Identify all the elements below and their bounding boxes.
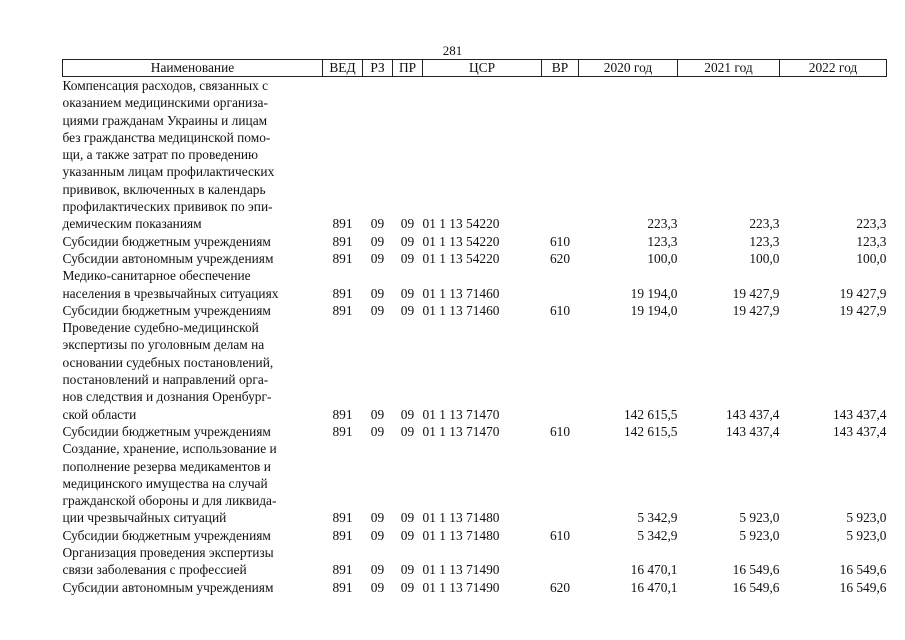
pr-cell: 09 bbox=[400, 527, 415, 543]
amount-2020-cell: 16 470,1 bbox=[630, 562, 678, 578]
vr-cell bbox=[542, 319, 579, 423]
ved-cell: 891 bbox=[332, 562, 353, 578]
csr-cell: 01 1 13 71480 bbox=[422, 527, 500, 543]
rz-cell: 09 bbox=[370, 579, 385, 595]
amount-2022-cell: 223,3 bbox=[856, 216, 887, 232]
vr-cell: 620 bbox=[549, 250, 571, 266]
name-cell bbox=[63, 77, 323, 233]
header-row bbox=[63, 60, 887, 77]
ved-cell: 891 bbox=[332, 216, 353, 232]
name-cell bbox=[63, 267, 323, 302]
name-line: Субсидии бюджетным учреждениям bbox=[62, 302, 271, 318]
amount-2021-cell: 143 437,4 bbox=[725, 406, 780, 422]
amount-2022-cell: 19 427,9 bbox=[839, 285, 887, 301]
vr-cell: 610 bbox=[549, 423, 571, 439]
amount-2022-cell: 123,3 bbox=[856, 233, 887, 249]
name-line: демическим показаниям bbox=[62, 216, 202, 232]
name-cell bbox=[63, 233, 323, 250]
rz-cell: 09 bbox=[370, 406, 385, 422]
ved-cell: 891 bbox=[332, 302, 353, 318]
name-line: профилактических прививок по эпи- bbox=[62, 199, 273, 215]
ved-cell: 891 bbox=[332, 406, 353, 422]
name-line: Субсидии бюджетным учреждениям bbox=[62, 233, 271, 249]
name-cell bbox=[63, 423, 323, 440]
table-row bbox=[63, 544, 887, 579]
amount-2021-cell: 16 549,6 bbox=[732, 562, 780, 578]
rz-cell: 09 bbox=[370, 527, 385, 543]
amount-2020-cell: 142 615,5 bbox=[623, 423, 678, 439]
csr-cell: 01 1 13 71480 bbox=[422, 510, 500, 526]
amount-2020-cell: 5 342,9 bbox=[637, 510, 678, 526]
name-line: указанным лицам профилактических bbox=[62, 164, 275, 180]
name-line: ской области bbox=[62, 406, 137, 422]
name-line: Субсидии автономным учреждениям bbox=[62, 579, 274, 595]
csr-cell: 01 1 13 71490 bbox=[422, 562, 500, 578]
budget-table bbox=[62, 59, 887, 596]
name-line: Субсидии автономным учреждениям bbox=[62, 250, 274, 266]
table-row bbox=[63, 579, 887, 596]
vr-cell bbox=[542, 544, 579, 579]
csr-cell: 01 1 13 71460 bbox=[422, 285, 500, 301]
name-line: щи, а также затрат по проведению bbox=[62, 147, 259, 163]
table-body bbox=[63, 77, 887, 596]
header-2020: 2020 год bbox=[579, 60, 678, 77]
vr-cell bbox=[542, 77, 579, 233]
amount-2021-cell: 100,0 bbox=[749, 250, 780, 266]
name-line: населения в чрезвычайных ситуациях bbox=[62, 285, 279, 301]
header-2021: 2021 год bbox=[678, 60, 780, 77]
header-pr: ПР bbox=[393, 60, 423, 77]
name-line: прививок, включенных в календарь bbox=[62, 181, 266, 197]
amount-2022-cell: 5 923,0 bbox=[846, 527, 887, 543]
table-row bbox=[63, 77, 887, 233]
amount-2020-cell: 142 615,5 bbox=[623, 406, 678, 422]
table-row bbox=[63, 319, 887, 423]
header-rz: РЗ bbox=[363, 60, 393, 77]
ved-cell: 891 bbox=[332, 423, 353, 439]
amount-2021-cell: 19 427,9 bbox=[732, 285, 780, 301]
name-line: постановлений и направлений орга- bbox=[62, 372, 269, 388]
name-line: основании судебных постановлений, bbox=[62, 354, 274, 370]
ved-cell: 891 bbox=[332, 527, 353, 543]
name-cell bbox=[63, 527, 323, 544]
table-row bbox=[63, 233, 887, 250]
rz-cell: 09 bbox=[370, 285, 385, 301]
pr-cell: 09 bbox=[400, 216, 415, 232]
ved-cell: 891 bbox=[332, 579, 353, 595]
rz-cell: 09 bbox=[370, 250, 385, 266]
rz-cell: 09 bbox=[370, 302, 385, 318]
ved-cell: 891 bbox=[332, 233, 353, 249]
amount-2020-cell: 19 194,0 bbox=[630, 302, 678, 318]
amount-2020-cell: 223,3 bbox=[647, 216, 678, 232]
rz-cell: 09 bbox=[370, 423, 385, 439]
amount-2021-cell: 5 923,0 bbox=[739, 527, 780, 543]
rz-cell: 09 bbox=[370, 510, 385, 526]
ved-cell: 891 bbox=[332, 250, 353, 266]
header-csr: ЦСР bbox=[423, 60, 542, 77]
vr-cell: 610 bbox=[549, 527, 571, 543]
header-vr: ВР bbox=[542, 60, 579, 77]
name-line: оказанием медицинскими организа- bbox=[62, 95, 268, 111]
vr-cell: 610 bbox=[549, 233, 571, 249]
name-line: ции чрезвычайных ситуаций bbox=[62, 510, 227, 526]
name-line: Проведение судебно-медицинской bbox=[62, 320, 259, 336]
header-name: Наименование bbox=[63, 60, 323, 77]
name-cell bbox=[63, 440, 323, 526]
vr-cell bbox=[542, 267, 579, 302]
csr-cell: 01 1 13 71470 bbox=[422, 406, 500, 422]
rz-cell: 09 bbox=[370, 216, 385, 232]
ved-cell: 891 bbox=[332, 510, 353, 526]
csr-cell: 01 1 13 71490 bbox=[422, 579, 500, 595]
amount-2021-cell: 19 427,9 bbox=[732, 302, 780, 318]
name-cell bbox=[63, 302, 323, 319]
name-line: Компенсация расходов, связанных с bbox=[62, 78, 269, 93]
pr-cell: 09 bbox=[400, 562, 415, 578]
rz-cell: 09 bbox=[370, 233, 385, 249]
amount-2021-cell: 223,3 bbox=[749, 216, 780, 232]
amount-2022-cell: 19 427,9 bbox=[839, 302, 887, 318]
ved-cell: 891 bbox=[332, 285, 353, 301]
amount-2020-cell: 100,0 bbox=[647, 250, 678, 266]
name-line: без гражданства медицинской помо- bbox=[62, 129, 271, 145]
table-row bbox=[63, 440, 887, 526]
amount-2022-cell: 16 549,6 bbox=[839, 579, 887, 595]
table-header bbox=[63, 60, 887, 77]
header-2022: 2022 год bbox=[780, 60, 887, 77]
name-line: Медико-санитарное обеспечение bbox=[62, 268, 251, 284]
csr-cell: 01 1 13 71470 bbox=[422, 423, 500, 439]
name-cell bbox=[63, 544, 323, 579]
amount-2021-cell: 143 437,4 bbox=[725, 423, 780, 439]
table-row bbox=[63, 527, 887, 544]
amount-2022-cell: 143 437,4 bbox=[832, 406, 887, 422]
amount-2022-cell: 143 437,4 bbox=[832, 423, 887, 439]
table-row bbox=[63, 250, 887, 267]
pr-cell: 09 bbox=[400, 579, 415, 595]
name-line: связи заболевания с профессией bbox=[62, 562, 247, 578]
amount-2022-cell: 5 923,0 bbox=[846, 510, 887, 526]
name-line: Субсидии бюджетным учреждениям bbox=[62, 527, 271, 543]
name-cell bbox=[63, 319, 323, 423]
name-line: пополнение резерва медикаментов и bbox=[62, 458, 271, 474]
page-number: 281 bbox=[442, 43, 463, 58]
amount-2020-cell: 5 342,9 bbox=[637, 527, 678, 543]
pr-cell: 09 bbox=[400, 250, 415, 266]
pr-cell: 09 bbox=[400, 285, 415, 301]
vr-cell: 620 bbox=[549, 579, 571, 595]
name-cell bbox=[63, 579, 323, 596]
amount-2022-cell: 16 549,6 bbox=[839, 562, 887, 578]
pr-cell: 09 bbox=[400, 302, 415, 318]
header-ved: ВЕД bbox=[323, 60, 363, 77]
name-line: циями гражданам Украины и лицам bbox=[62, 112, 268, 128]
amount-2020-cell: 123,3 bbox=[647, 233, 678, 249]
csr-cell: 01 1 13 71460 bbox=[422, 302, 500, 318]
csr-cell: 01 1 13 54220 bbox=[422, 216, 500, 232]
vr-cell: 610 bbox=[549, 302, 571, 318]
name-line: медицинского имущества на случай bbox=[62, 475, 268, 491]
name-line: экспертизы по уголовным делам на bbox=[62, 337, 265, 353]
pr-cell: 09 bbox=[400, 423, 415, 439]
name-line: Создание, хранение, использование и bbox=[62, 441, 277, 457]
table-row bbox=[63, 423, 887, 440]
name-line: Организация проведения экспертизы bbox=[62, 545, 274, 561]
name-line: гражданской обороны и для ликвида- bbox=[62, 493, 277, 509]
amount-2021-cell: 123,3 bbox=[749, 233, 780, 249]
amount-2021-cell: 5 923,0 bbox=[739, 510, 780, 526]
name-cell bbox=[63, 250, 323, 267]
amount-2021-cell: 16 549,6 bbox=[732, 579, 780, 595]
table-row bbox=[63, 267, 887, 302]
csr-cell: 01 1 13 54220 bbox=[422, 233, 500, 249]
name-line: Субсидии бюджетным учреждениям bbox=[62, 423, 271, 439]
vr-cell bbox=[542, 440, 579, 526]
amount-2022-cell: 100,0 bbox=[856, 250, 887, 266]
name-line: нов следствия и дознания Оренбург- bbox=[62, 389, 272, 405]
pr-cell: 09 bbox=[400, 510, 415, 526]
pr-cell: 09 bbox=[400, 406, 415, 422]
rz-cell: 09 bbox=[370, 562, 385, 578]
table-row bbox=[63, 302, 887, 319]
amount-2020-cell: 16 470,1 bbox=[630, 579, 678, 595]
amount-2020-cell: 19 194,0 bbox=[630, 285, 678, 301]
csr-cell: 01 1 13 54220 bbox=[422, 250, 500, 266]
pr-cell: 09 bbox=[400, 233, 415, 249]
